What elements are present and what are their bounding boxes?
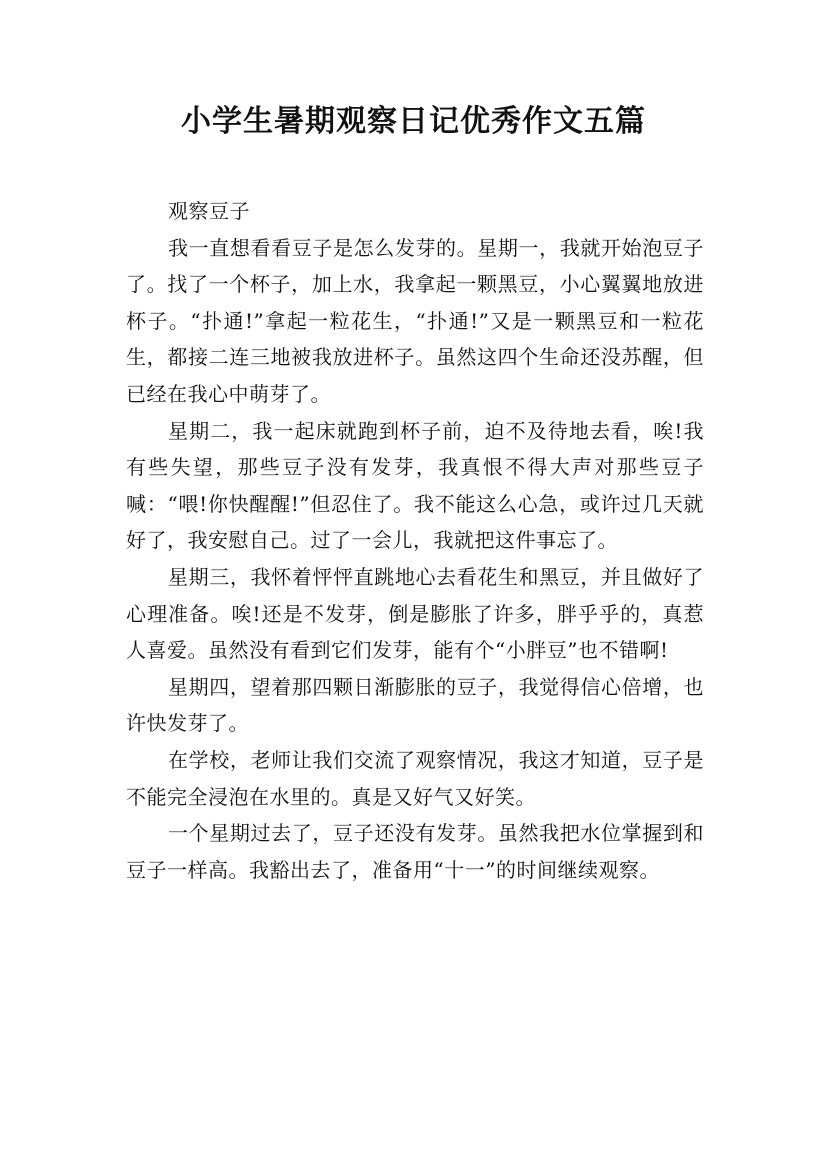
section-heading: 观察豆子 bbox=[168, 199, 250, 223]
paragraph-tuesday: 星期二，我一起床就跑到杯子前，迫不及待地去看，唉!我有些失望，那些豆子没有发芽，我真恨不得大声对那些豆子喊：“喂!你快醒醒!”但忍住了。我不能这么心急，或许过几天就好了，我安慰自己。过了一会儿，我就把这件事忘了。 bbox=[126, 418, 704, 553]
paragraph-school: 在学校，老师让我们交流了观察情况，我这才知道，豆子是不能完全浸泡在水里的。真是又好气又好笑。 bbox=[126, 747, 704, 809]
document-body bbox=[126, 193, 704, 888]
paragraph-monday: 我一直想看看豆子是怎么发芽的。星期一，我就开始泡豆子了。找了一个杯子，加上水，我拿起一颗黑豆，小心翼翼地放进杯子。“扑通!”拿起一粒花生，“扑通!”又是一颗黑豆和一粒花生，都接二连三地被我放进杯子。虽然这四个生命还没苏醒，但已经在我心中萌芽了。 bbox=[126, 235, 704, 406]
paragraph-thursday: 星期四，望着那四颗日渐膨胀的豆子，我觉得信心倍增，也许快发芽了。 bbox=[126, 674, 704, 736]
paragraph-one-week: 一个星期过去了，豆子还没有发芽。虽然我把水位掌握到和豆子一样高。我豁出去了，准备用“十一”的时间继续观察。 bbox=[126, 821, 704, 882]
paragraph-wednesday: 星期三，我怀着怦怦直跳地心去看花生和黑豆，并且做好了心理准备。唉!还是不发芽，倒是膨胀了许多，胖乎乎的，真惹人喜爱。虽然没有看到它们发芽，能有个“小胖豆”也不错啊! bbox=[126, 564, 704, 663]
document-title: 小学生暑期观察日记优秀作文五篇 bbox=[181, 104, 646, 139]
